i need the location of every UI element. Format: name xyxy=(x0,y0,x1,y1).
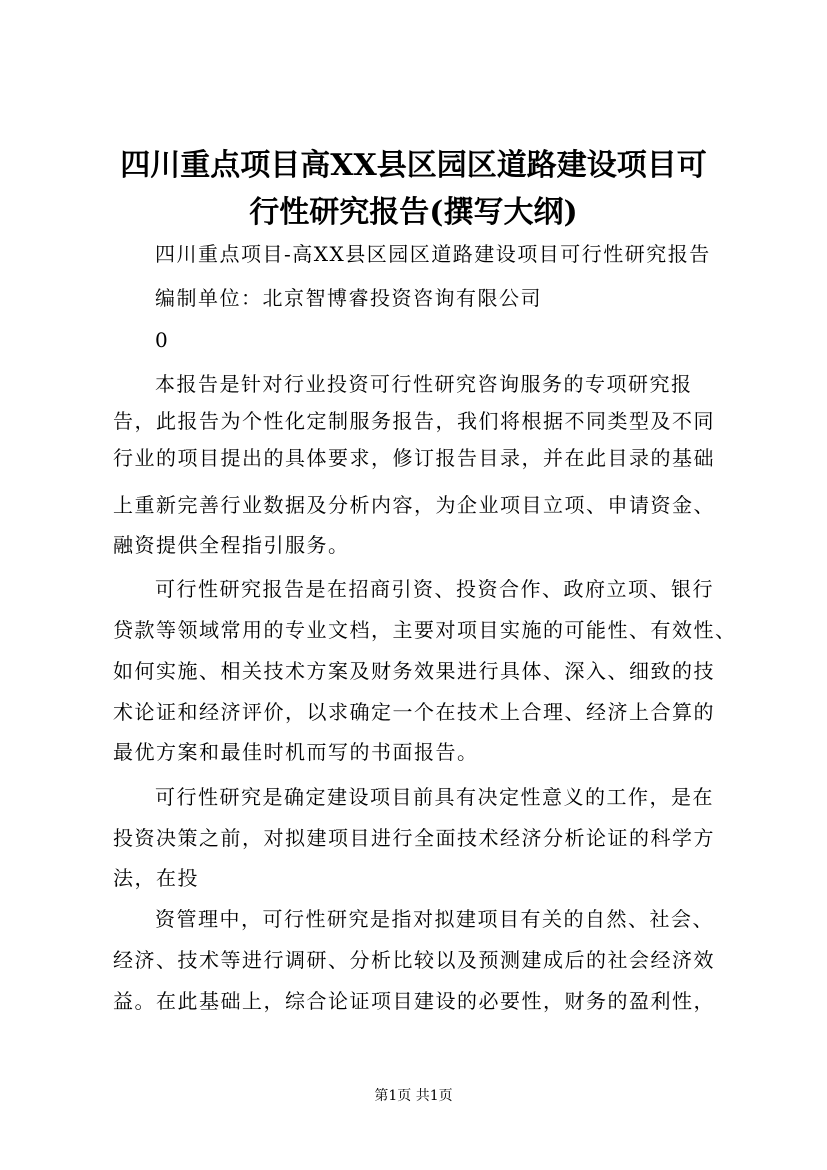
document-title-line-1: 四川重点项目高XX县区园区道路建设项目可 xyxy=(120,148,707,183)
number-line: 0 xyxy=(155,328,170,352)
paragraph-line: 上重新完善行业数据及分析内容，为企业项目立项、申请资金、 xyxy=(113,493,715,517)
paragraph-line: 行业的项目提出的具体要求，修订报告目录，并在此目录的基础 xyxy=(113,446,715,470)
paragraph-line: 法，在投 xyxy=(113,866,199,890)
paragraph-line: 术论证和经济评价，以求确定一个在技术上合理、经济上合算的 xyxy=(113,700,715,724)
paragraph-line: 可行性研究是确定建设项目前具有决定性意义的工作，是在 xyxy=(155,785,714,809)
paragraph-line: 投资决策之前，对拟建项目进行全面技术经济分析论证的科学方 xyxy=(113,826,715,850)
paragraph-line: 益。在此基础上，综合论证项目建设的必要性，财务的盈利性， xyxy=(113,989,715,1013)
document-title-line-2: 行性研究报告(撰写大纲) xyxy=(249,195,578,230)
paragraph-line: 可行性研究报告是在招商引资、投资合作、政府立项、银行 xyxy=(155,577,714,601)
paragraph-line: 贷款等领域常用的专业文档，主要对项目实施的可能性、有效性、 xyxy=(113,618,737,642)
subtitle-line: 四川重点项目-高XX县区园区道路建设项目可行性研究报告 xyxy=(155,242,711,266)
paragraph-line: 本报告是针对行业投资可行性研究咨询服务的专项研究报 xyxy=(155,372,693,396)
page-number-footer: 第1页 共1页 xyxy=(374,1088,453,1104)
paragraph-line: 如何实施、相关技术方案及财务效果进行具体、深入、细致的技 xyxy=(113,659,715,683)
paragraph-line: 经济、技术等进行调研、分析比较以及预测建成后的社会经济效 xyxy=(113,948,715,972)
paragraph-line: 融资提供全程指引服务。 xyxy=(113,533,350,557)
paragraph-line: 资管理中，可行性研究是指对拟建项目有关的自然、社会、 xyxy=(155,907,714,931)
paragraph-line: 最优方案和最佳时机而写的书面报告。 xyxy=(113,740,479,764)
paragraph-line: 告，此报告为个性化定制服务报告，我们将根据不同类型及不同 xyxy=(113,409,715,433)
author-line: 编制单位：北京智博睿投资咨询有限公司 xyxy=(155,286,542,310)
